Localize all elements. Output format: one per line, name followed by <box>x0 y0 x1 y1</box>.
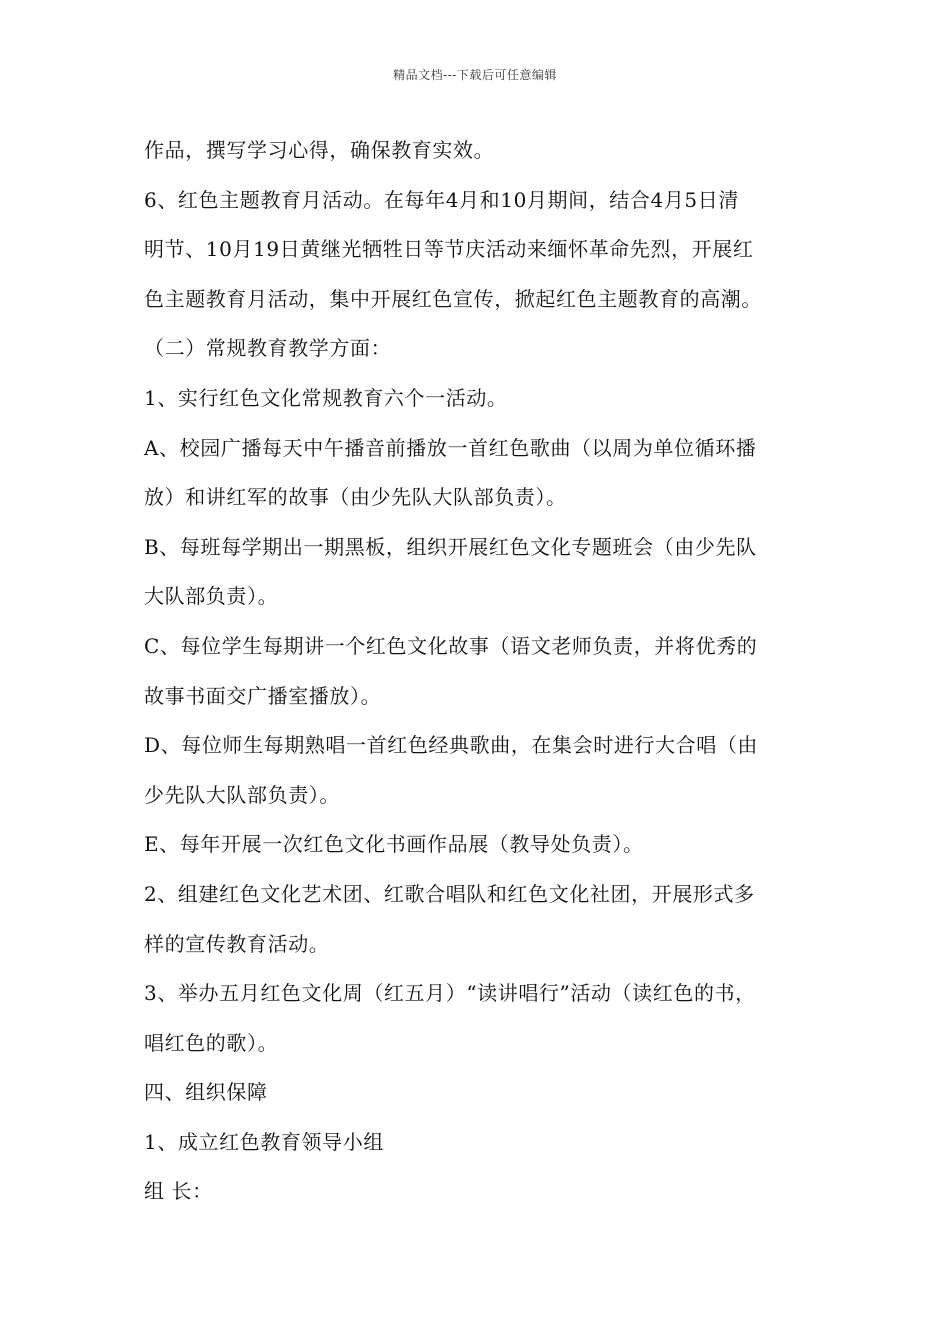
text-line: 作品，撰写学习心得，确保教育实效。 <box>144 138 495 162</box>
text-line: 色主题教育月活动，集中开展红色宣传，掀起红色主题教育的高潮。 <box>144 286 762 311</box>
text-line: E、每年开展一次红色文化书画作品展（教导处负责）。 <box>144 832 644 857</box>
text-line: C、每位学生每期讲一个红色文化故事（语文老师负责，并将优秀的 <box>144 633 758 658</box>
text-line: 故事书面交广播室播放）。 <box>144 683 382 708</box>
text-line: A、校园广播每天中午播音前播放一首红色歌曲（以周为单位循环播 <box>144 435 757 460</box>
text-line: B、每班每学期出一期黑板，组织开展红色文化专题班会（由少先队 <box>144 534 757 559</box>
section-heading: 四、组织保障 <box>144 1080 268 1105</box>
text-line: 大队部负责）。 <box>144 584 279 609</box>
page-header: 精品文档---下载后可任意编辑 <box>393 68 557 82</box>
text-line: 2、组建红色文化艺术团、红歌合唱队和红色文化社团，开展形式多 <box>144 881 755 906</box>
document-body <box>144 126 814 1217</box>
text-line: 1、成立红色教育领导小组 <box>144 1129 384 1154</box>
text-line: 6、红色主题教育月活动。在每年4月和10月期间，结合4月5日清 <box>144 187 739 212</box>
section-heading: （二）常规教育教学方面： <box>144 336 392 361</box>
text-line: 3、举办五月红色文化周（红五月）“读讲唱行”活动（读红色的书， <box>144 981 756 1006</box>
text-line: 唱红色的歌）。 <box>144 1030 279 1055</box>
text-line: 样的宣传教育活动。 <box>144 931 330 956</box>
text-line: 组 长： <box>144 1179 213 1204</box>
text-line: 放）和讲红军的故事（由少先队大队部负责）。 <box>144 485 567 510</box>
text-line: 明节、10月19日黄继光牺牲日等节庆活动来缅怀革命先烈，开展红 <box>144 237 754 262</box>
text-line: 1、实行红色文化常规教育六个一活动。 <box>144 385 508 410</box>
text-line: D、每位师生每期熟唱一首红色经典歌曲，在集会时进行大合唱（由 <box>144 733 759 758</box>
text-line: 少先队大队部负责）。 <box>144 782 340 807</box>
